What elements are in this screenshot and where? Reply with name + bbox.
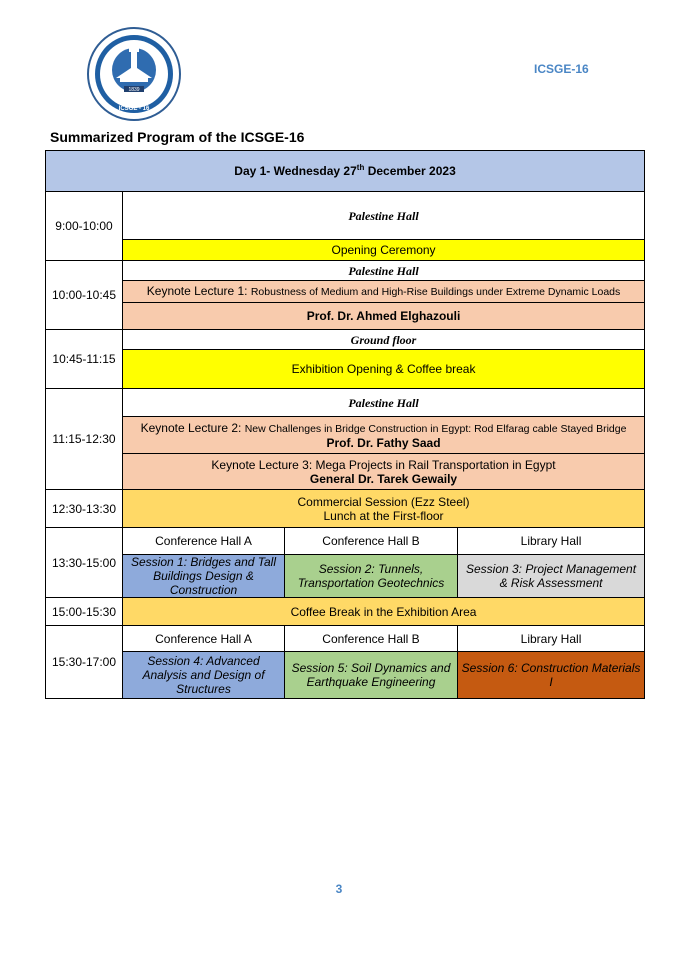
header-conference-code: ICSGE-16 (534, 62, 589, 76)
program-table (45, 150, 645, 699)
time-slot: 12:30-13:30 (46, 490, 123, 528)
time-slot: 11:15-12:30 (46, 389, 123, 490)
venue-label: Palestine Hall (123, 389, 645, 417)
time-slot: 9:00-10:00 (46, 192, 123, 261)
day-header-row (46, 151, 645, 192)
hall-header: Conference Hall B (285, 528, 458, 555)
session-cell: Session 4: Advanced Analysis and Design of Structures (123, 652, 285, 699)
coffee-break: Coffee Break in the Exhibition Area (123, 598, 645, 626)
keynote-lecture-3: Keynote Lecture 3: Mega Projects in Rail Transportation in Egypt General Dr. Tarek Gewaily (123, 454, 645, 490)
keynote-speaker: Prof. Dr. Fathy Saad (326, 435, 441, 450)
page-title: Summarized Program of the ICSGE-16 (50, 129, 305, 145)
keynote-speaker: Prof. Dr. Ahmed Elghazouli (123, 303, 645, 330)
keynote-speaker: General Dr. Tarek Gewaily (309, 471, 458, 486)
venue-label: Palestine Hall (123, 261, 645, 281)
hall-header: Conference Hall A (123, 626, 285, 652)
time-slot: 13:30-15:00 (46, 528, 123, 598)
page-number: 3 (335, 882, 343, 896)
session-cell: Session 6: Construction Materials I (458, 652, 645, 699)
venue-label: Palestine Hall (123, 192, 645, 240)
hall-header: Conference Hall A (123, 528, 285, 555)
hall-header: Library Hall (458, 528, 645, 555)
conference-logo (86, 26, 182, 122)
exhibition-coffee-break: Exhibition Opening & Coffee break (123, 350, 645, 389)
time-slot: 10:00-10:45 (46, 261, 123, 330)
session-cell: Session 2: Tunnels, Transportation Geotechnics (285, 555, 458, 598)
keynote-lecture-1: Keynote Lecture 1: Robustness of Medium and High-Rise Buildings under Extreme Dynamic Loads (123, 281, 645, 303)
commercial-session: Commercial Session (Ezz Steel) Lunch at the First-floor (123, 490, 645, 528)
session-cell: Session 1: Bridges and Tall Buildings Design & Construction (123, 555, 285, 598)
session-cell: Session 3: Project Management & Risk Assessment (458, 555, 645, 598)
hall-header: Library Hall (458, 626, 645, 652)
opening-ceremony: Opening Ceremony (123, 240, 645, 261)
time-slot: 15:00-15:30 (46, 598, 123, 626)
venue-label: Ground floor (123, 330, 645, 350)
day-header: Day 1- Wednesday 27th December 2023 (46, 151, 645, 192)
keynote-lecture-2: Keynote Lecture 2: New Challenges in Bridge Construction in Egypt: Rod Elfarag cable Stayed Bridge Prof. Dr. Fathy Saad (123, 417, 645, 454)
svg-text:ICSGE - 16: ICSGE - 16 (118, 106, 150, 112)
time-slot: 15:30-17:00 (46, 626, 123, 699)
time-slot: 10:45-11:15 (46, 330, 123, 389)
svg-text:1839: 1839 (128, 87, 140, 93)
session-cell: Session 5: Soil Dynamics and Earthquake Engineering (285, 652, 458, 699)
hall-header: Conference Hall B (285, 626, 458, 652)
